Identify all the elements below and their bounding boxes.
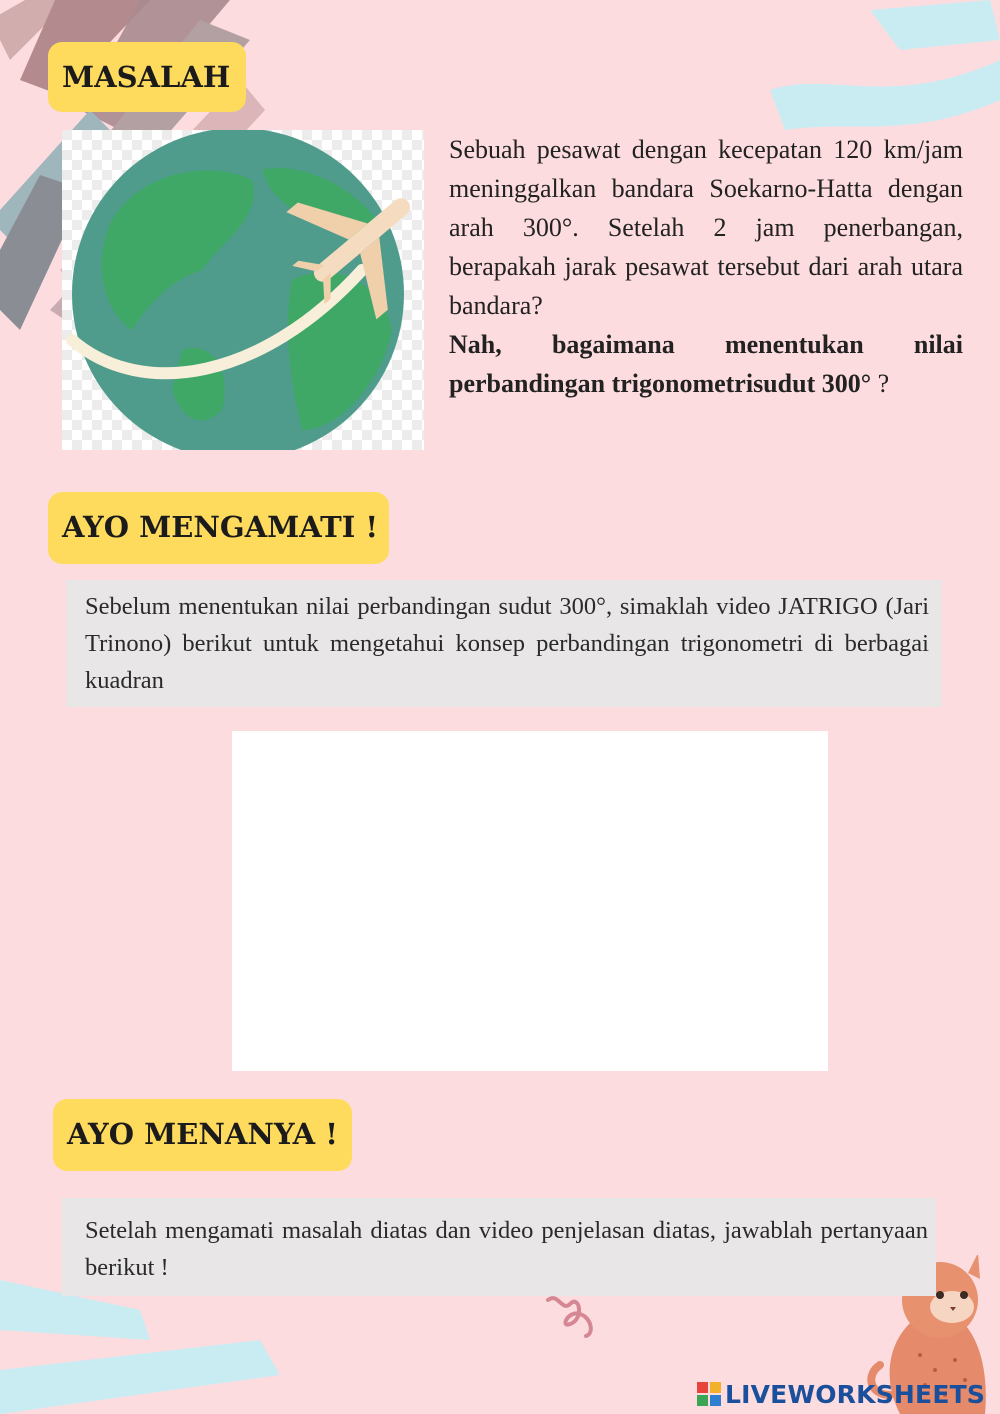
logo-tiles-icon bbox=[697, 1382, 721, 1406]
masalah-paragraph: Sebuah pesawat dengan kecepatan 120 km/jam meninggalkan bandara Soekarno-Hatta dengan arah 300°. Setelah 2 jam penerbangan, berapakah jarak pesawat tersebut dari arah utara bandara? bbox=[449, 135, 963, 320]
decorative-squiggle bbox=[540, 1290, 610, 1340]
masalah-question-bold: Nah, bagaimana menentukan nilai perbandingan trigonometrisudut 300° bbox=[449, 330, 963, 398]
masalah-label: MASALAH bbox=[48, 42, 246, 112]
mengamati-text-box bbox=[66, 580, 942, 707]
mengamati-text: Sebelum menentukan nilai perbandingan sudut 300°, simaklah video JATRIGO (Jari Trinono) berikut untuk mengetahui konsep perbandingan trigonometri di berbagai kuadran bbox=[85, 593, 929, 694]
liveworksheets-logo bbox=[697, 1378, 985, 1410]
video-placeholder[interactable] bbox=[232, 731, 828, 1071]
menanya-text-box bbox=[62, 1198, 936, 1296]
liveworksheets-wordmark: LIVEWORKSHEETS bbox=[725, 1379, 986, 1409]
globe-airplane-image bbox=[62, 130, 424, 450]
ayo-menanya-label: AYO MENANYA ! bbox=[53, 1099, 352, 1171]
masalah-question bbox=[449, 325, 963, 403]
ayo-mengamati-label: AYO MENGAMATI ! bbox=[48, 492, 389, 564]
masalah-question-end: ? bbox=[871, 369, 890, 398]
masalah-problem-text bbox=[449, 130, 963, 403]
menanya-text: Setelah mengamati masalah diatas dan video penjelasan diatas, jawablah pertanyaan berikut ! bbox=[85, 1217, 928, 1281]
